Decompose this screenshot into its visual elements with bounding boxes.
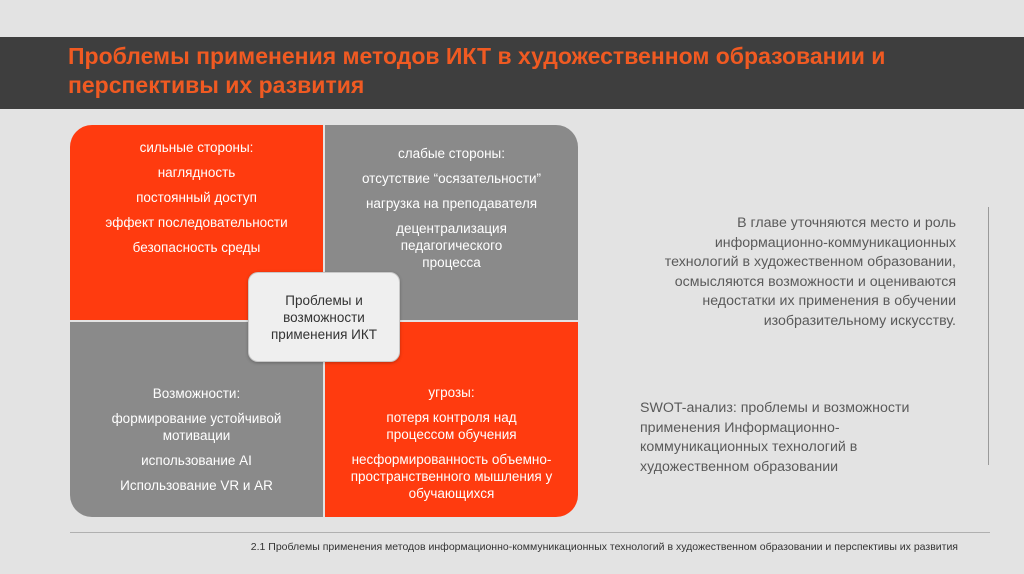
weakness-item: отсутствие “осязательности”	[361, 171, 542, 186]
footer-divider	[70, 532, 990, 533]
swot-description: SWOT-анализ: проблемы и возможности применения Информационно-коммуникационных технологий в художественном образовании	[640, 400, 910, 475]
center-label-box: Проблемы и возможности применения ИКТ	[248, 272, 400, 362]
chapter-description: В главе уточняются место и роль информационно-коммуникационных технологий в художественном образовании, осмысляются возможности и оцениваются недостатки их применения в обучении изобразительному искусству.	[664, 215, 956, 329]
weakness-item: децентрализация педагогического процесса	[396, 221, 507, 270]
weakness-item: нагрузка на преподавателя	[365, 196, 538, 211]
strength-item: эффект последовательности	[105, 215, 288, 230]
threats-heading: угрозы:	[428, 385, 475, 400]
opportunity-item: использование AI	[141, 453, 252, 468]
footer-caption: 2.1 Проблемы применения методов информационно-коммуникационных технологий в художественном образовании и перспективы их развития	[250, 541, 958, 553]
strength-item: постоянный доступ	[136, 190, 257, 205]
threat-item: несформированность объемно-пространственного мышления у обучающихся	[350, 452, 553, 501]
opportunity-item: формирование устойчивой мотивации	[111, 411, 282, 443]
strength-item: безопасность среды	[132, 240, 261, 255]
strengths-heading: сильные стороны:	[139, 140, 254, 155]
weaknesses-heading: слабые стороны:	[397, 146, 506, 161]
opportunity-item: Использование VR и AR	[120, 478, 273, 493]
vertical-divider	[988, 207, 989, 465]
threat-item: потеря контроля над процессом обучения	[386, 410, 517, 442]
strength-item: наглядность	[157, 165, 236, 180]
opportunities-heading: Возможности:	[152, 386, 241, 401]
slide-title: Проблемы применения методов ИКТ в художественном образовании и перспективы их развития	[68, 43, 886, 98]
